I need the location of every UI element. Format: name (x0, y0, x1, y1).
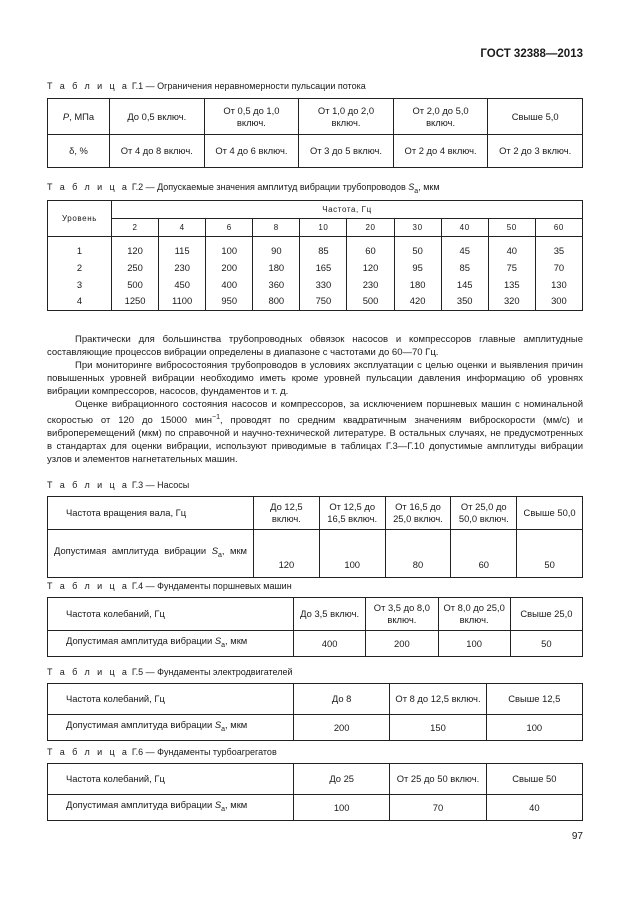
table-cell: 95 (394, 259, 441, 276)
table-cell: От 1,0 до 2,0 включ. (299, 99, 394, 135)
table-cell: 50 (510, 631, 582, 657)
table-g3 (47, 496, 583, 578)
table-g4-caption: Т а б л и ц а Г.4 — Фундаменты поршневых машин (47, 581, 292, 591)
table-cell: 45 (441, 242, 488, 259)
table-cell: 85 (441, 259, 488, 276)
table-cell: Частота колебаний, Гц (48, 598, 294, 631)
table-cell: Свыше 5,0 (488, 99, 583, 135)
table-row (48, 764, 583, 795)
table-g2 (47, 200, 583, 311)
table-cell: 90 (253, 242, 300, 259)
table-cell: До 12,5 включ. (254, 497, 320, 530)
table-cell: Допустимая амплитуда вибрации $S_a$, мкм (48, 530, 254, 578)
table-cell: 450 (159, 276, 206, 293)
table-cell: Допустимая амплитуда вибрации $S_a$, мкм (48, 631, 294, 657)
table-header-cell: 6 (206, 219, 253, 237)
table-row (48, 293, 583, 310)
table-cell: Свыше 50 (486, 764, 582, 795)
table-cell: 165 (300, 259, 347, 276)
table-row (48, 135, 583, 168)
table-cell: 200 (366, 631, 438, 657)
table-cell: 60 (451, 530, 517, 578)
table-g6 (47, 763, 583, 821)
paragraph: Практически для большинства трубопроводных обвязок насосов и компрессоров главные амплитудные составляющие процессов вибрации определены в диапазоне с частотами до 60—70 Гц. (47, 334, 583, 358)
table-header-cell: 4 (159, 219, 206, 237)
table-g1-caption: Т а б л и ц а Г.1 — Ограничения неравномерности пульсации потока (47, 81, 366, 91)
table-cell: Свыше 12,5 (486, 684, 582, 715)
table-cell: 800 (253, 293, 300, 310)
table-g5 (47, 683, 583, 741)
table-cell: 75 (488, 259, 535, 276)
table-row (48, 259, 583, 276)
table-cell: 60 (347, 242, 394, 259)
table-row (48, 598, 583, 631)
table-cell: До 3,5 включ. (294, 598, 366, 631)
table-cell: 120 (347, 259, 394, 276)
standard-header: ГОСТ 32388—2013 (480, 48, 583, 60)
table-cell: 1250 (112, 293, 159, 310)
table-cell: От 4 до 8 включ. (110, 135, 205, 168)
table-cell: 3 (48, 276, 112, 293)
table-cell: 500 (112, 276, 159, 293)
table-header-cell: 20 (347, 219, 394, 237)
table-header-cell: 60 (535, 219, 582, 237)
table-header-level: Уровень (48, 201, 112, 237)
table-cell: От 2,0 до 5,0 включ. (393, 99, 488, 135)
table-cell: P, МПа (48, 99, 110, 135)
table-row (48, 201, 583, 219)
table-header-cell: 50 (488, 219, 535, 237)
table-cell: От 3,5 до 8,0 включ. (366, 598, 438, 631)
table-row (48, 219, 583, 237)
table-cell: 100 (294, 795, 390, 821)
table-cell: 320 (488, 293, 535, 310)
table-cell: 750 (300, 293, 347, 310)
table-cell: 50 (394, 242, 441, 259)
table-row (48, 795, 583, 821)
table-cell: 150 (390, 715, 486, 741)
table-cell: 100 (486, 715, 582, 741)
table-cell: 180 (253, 259, 300, 276)
table-cell: 300 (535, 293, 582, 310)
table-cell: 2 (48, 259, 112, 276)
table-cell: 40 (486, 795, 582, 821)
table-cell: От 12,5 до 16,5 включ. (319, 497, 385, 530)
table-cell: 200 (294, 715, 390, 741)
paragraph: Оценке вибрационного состояния насосов и компрессоров, за исключением поршневых машин с номинальной скоростью от 120 до 15000 мин$^{-1}$, проводят по средним квадратичным значениям виброскорости (мм/с) и виброперемещений (мкм) по справочной и научно-технической литературе. В остальных случаях, не предусмотренных в стандартах для оценки вибрации, используют приводимые в таблицах Г.3—Г.10 допустимые амплитуды вибрации узлов и элементов нагнетательных машин. (47, 399, 583, 466)
table-cell: 1 (48, 242, 112, 259)
table-cell: От 16,5 до 25,0 включ. (385, 497, 451, 530)
table-row (48, 715, 583, 741)
table-cell: 50 (517, 530, 583, 578)
table-header-cell: 30 (394, 219, 441, 237)
table-cell: От 0,5 до 1,0 включ. (204, 99, 299, 135)
table-cell: 360 (253, 276, 300, 293)
table-cell: 70 (535, 259, 582, 276)
table-cell: От 3 до 5 включ. (299, 135, 394, 168)
table-row (48, 530, 583, 578)
page-number: 97 (571, 831, 583, 842)
table-cell: 1100 (159, 293, 206, 310)
table-header-frequency: Частота, Гц (112, 201, 583, 219)
table-cell: От 8 до 12,5 включ. (390, 684, 486, 715)
body-text (47, 333, 583, 466)
table-cell: 135 (488, 276, 535, 293)
paragraph: При мониторинге вибросостояния трубопроводов в условиях эксплуатации с целью оценки и выявления причин повышенных уровней вибрации необходимо иметь кроме уровней пульсации давления информацию об уровнях вибрации компрессоров, насосов, фундаментов и т. д. (47, 360, 583, 397)
table-cell: 100 (206, 242, 253, 259)
table-cell: Частота колебаний, Гц (48, 684, 294, 715)
table-cell: 130 (535, 276, 582, 293)
table-cell: 4 (48, 293, 112, 310)
table-header-cell: 10 (300, 219, 347, 237)
table-cell: От 2 до 3 включ. (488, 135, 583, 168)
table-g3-caption: Т а б л и ц а Г.3 — Насосы (47, 480, 190, 490)
table-cell: 145 (441, 276, 488, 293)
table-cell: До 0,5 включ. (110, 99, 205, 135)
table-cell: 950 (206, 293, 253, 310)
table-header-cell: 40 (441, 219, 488, 237)
table-cell: До 8 (294, 684, 390, 715)
table-row (48, 631, 583, 657)
table-cell: От 25,0 до 50,0 включ. (451, 497, 517, 530)
table-cell: 120 (254, 530, 320, 578)
table-cell: 350 (441, 293, 488, 310)
table-cell: Допустимая амплитуда вибрации $S_a$, мкм (48, 795, 294, 821)
table-cell: 70 (390, 795, 486, 821)
table-cell: 120 (112, 242, 159, 259)
table-row (48, 276, 583, 293)
table-cell: 330 (300, 276, 347, 293)
table-cell: 80 (385, 530, 451, 578)
table-row (48, 242, 583, 259)
table-cell: Свыше 50,0 (517, 497, 583, 530)
table-cell: δ, % (48, 135, 110, 168)
table-g4 (47, 597, 583, 657)
table-g6-caption: Т а б л и ц а Г.6 — Фундаменты турбоагрегатов (47, 747, 277, 757)
table-cell: 400 (206, 276, 253, 293)
table-g5-caption: Т а б л и ц а Г.5 — Фундаменты электродвигателей (47, 667, 293, 677)
table-cell: 250 (112, 259, 159, 276)
table-cell: 420 (394, 293, 441, 310)
table-cell: 400 (294, 631, 366, 657)
table-cell: 230 (159, 259, 206, 276)
table-row (48, 684, 583, 715)
table-cell: 100 (438, 631, 510, 657)
table-row (48, 99, 583, 135)
table-header-cell: 2 (112, 219, 159, 237)
table-cell: Частота вращения вала, Гц (48, 497, 254, 530)
table-cell: От 4 до 6 включ. (204, 135, 299, 168)
table-cell: От 8,0 до 25,0 включ. (438, 598, 510, 631)
table-row (48, 497, 583, 530)
table-cell: 115 (159, 242, 206, 259)
table-cell: 100 (319, 530, 385, 578)
table-g2-caption: Т а б л и ц а Г.2 — Допускаемые значения амплитуд вибрации трубопроводов $S_a$, мкм (47, 182, 440, 195)
table-cell: От 2 до 4 включ. (393, 135, 488, 168)
table-cell: До 25 (294, 764, 390, 795)
table-cell: 230 (347, 276, 394, 293)
table-cell: 200 (206, 259, 253, 276)
table-cell: 500 (347, 293, 394, 310)
table-g1 (47, 98, 583, 168)
table-cell: 35 (535, 242, 582, 259)
table-header-cell: 8 (253, 219, 300, 237)
table-cell: Частота колебаний, Гц (48, 764, 294, 795)
table-cell: 85 (300, 242, 347, 259)
table-cell: Допустимая амплитуда вибрации $S_a$, мкм (48, 715, 294, 741)
table-cell: 40 (488, 242, 535, 259)
table-cell: От 25 до 50 включ. (390, 764, 486, 795)
table-cell: 180 (394, 276, 441, 293)
table-cell: Свыше 25,0 (510, 598, 582, 631)
